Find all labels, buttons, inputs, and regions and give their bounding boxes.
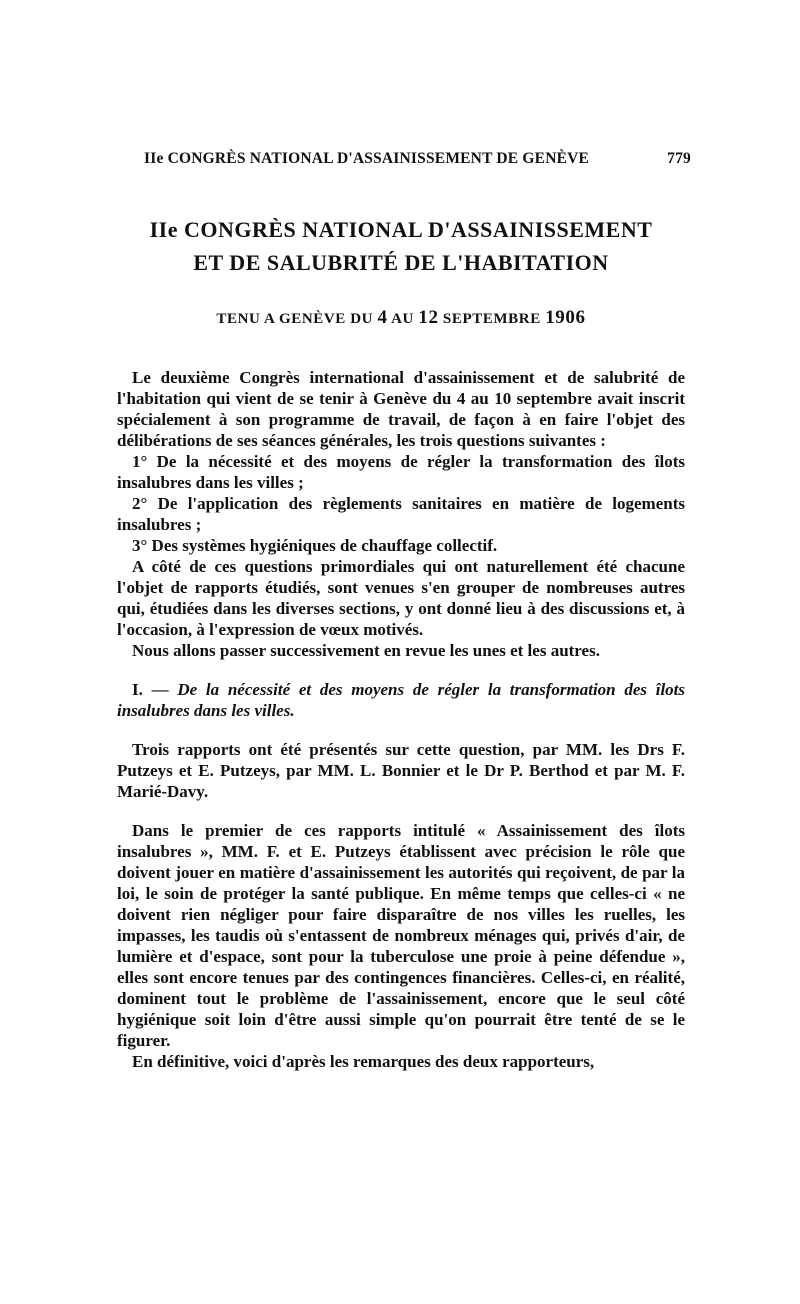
list-item-2: 2° De l'application des règlements sanitaires en matière de logements insalubres ;	[117, 494, 685, 534]
document-page	[117, 150, 691, 1072]
paragraph-review: Nous allons passer successivement en revue les unes et les autres.	[132, 641, 600, 660]
list-item-1: 1° De la nécessité et des moyens de régler la transformation des îlots insalubres dans les villes ;	[117, 452, 685, 492]
running-header	[144, 150, 691, 168]
list-item-3: 3° Des systèmes hygiéniques de chauffage collectif.	[132, 536, 498, 555]
paragraph-first-report: Dans le premier de ces rapports intitulé « Assainissement des îlots insalubres », MM. F. et E. Putzeys établissent avec précision le rôle que doivent jouer en matière d'assainissement les autorités qui reçoivent, de par la loi, le soin de protéger la santé publique. En même temps que celles-ci « ne doivent rien négliger pour faire disparaître de nos villes les ruelles, les impasses, les taudis où s'entassent de nombreux ménages qui, privés d'air, de lumière et d'espace, sont pour la tuberculose une proie à peine défendue », elles sont encore tenues par des contingences financières. Celles-ci, en réalité, dominent tout le problème de l'assainissement, encore que le seul côté hygiénique soit loin d'être aussi simple qu'on pourrait être tenté de se le figurer.	[117, 821, 685, 1050]
article-subtitle	[117, 307, 685, 329]
paragraph-conclusion: En définitive, voici d'après les remarques des deux rapporteurs,	[132, 1052, 595, 1071]
section-title: De la nécessité et des moyens de régler la transformation des îlots insalubres dans les villes.	[117, 680, 686, 720]
subtitle-year: 1906	[545, 307, 586, 328]
subtitle-day-start: 4	[377, 307, 388, 328]
article-body	[117, 367, 685, 1072]
subtitle-month: SEPTEMBRE	[442, 311, 541, 327]
page-number: 779	[667, 150, 691, 167]
title-line-1: IIe CONGRÈS NATIONAL D'ASSAINISSEMENT	[149, 217, 653, 242]
paragraph-other-questions: A côté de ces questions primordiales qui ont naturellement été chacune l'objet de rapports étudiés, sont venues s'en grouper de nombreuses autres qui, étudiées dans les diverses sections, y ont donné lieu à des discussions et, à l'occasion, à l'expression de vœux motivés.	[117, 557, 685, 639]
subtitle-day-end: 12	[418, 307, 439, 328]
title-line-2: ET DE SALUBRITÉ DE L'HABITATION	[193, 250, 609, 275]
section-heading	[117, 679, 685, 721]
subtitle-part-c: AU	[391, 311, 414, 327]
section-number: I. —	[132, 680, 169, 699]
paragraph-intro: Le deuxième Congrès international d'assainissement et de salubrité de l'habitation qui vient de se tenir à Genève du 4 au 10 septembre avait inscrit spécialement à son programme de travail, de façon à en faire l'objet des délibérations de ses séances générales, les trois questions suivantes :	[117, 368, 685, 450]
running-title: IIe CONGRÈS NATIONAL D'ASSAINISSEMENT DE GENÈVE	[144, 150, 590, 167]
article-title	[117, 213, 685, 279]
subtitle-part-a: TENU A GENÈVE DU	[216, 311, 374, 327]
paragraph-reports: Trois rapports ont été présentés sur cette question, par MM. les Drs F. Putzeys et E. Putzeys, par MM. L. Bonnier et le Dr P. Berthod et par M. F. Marié-Davy.	[117, 740, 685, 801]
